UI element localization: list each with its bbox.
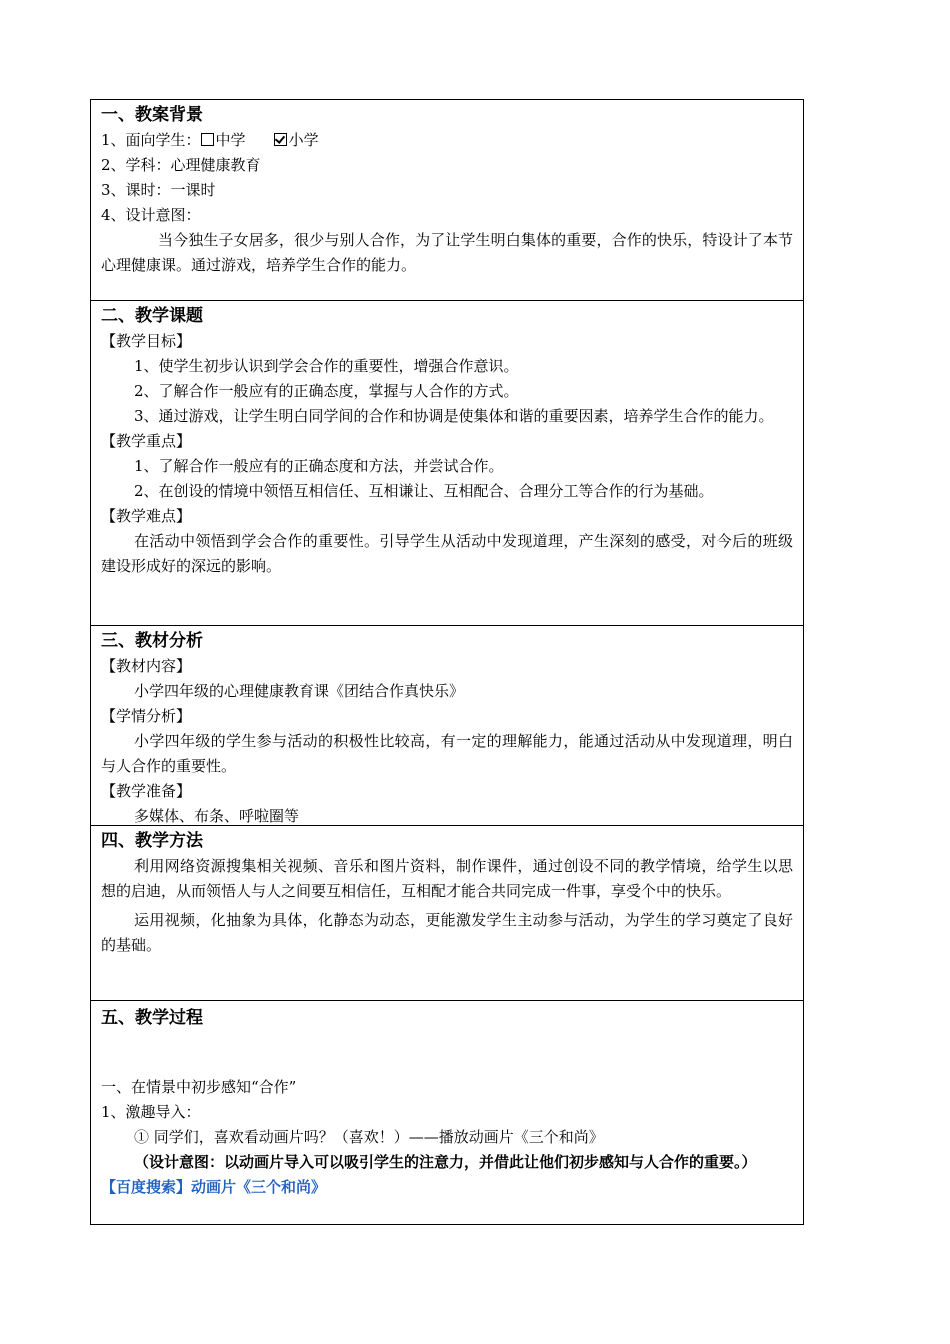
section-title: 三、教材分析	[101, 631, 203, 651]
option-primary-school: 小学	[288, 131, 319, 149]
section-teaching-process	[90, 1000, 804, 1225]
lesson-plan-table	[90, 99, 804, 1225]
method-paragraph: 利用网络资源搜集相关视频、音乐和图片资料，制作课件，通过创设不同的教学情境，给学生以思想的启迪，从而领悟人与人之间要互相信任，互相配才能合共同完成一件事，享受个中的快乐。	[101, 857, 793, 900]
sub-step-heading: 1、激趣导入：	[101, 1103, 201, 1121]
preparation-text: 多媒体、布条、呼啦圈等	[134, 807, 300, 825]
option-middle-school: 中学	[215, 131, 246, 149]
baidu-search-link[interactable]: 【百度搜索】动画片《三个和尚》	[101, 1178, 327, 1196]
question-line: ① 同学们，喜欢看动画片吗？（喜欢！）——播放动画片《三个和尚》	[134, 1128, 604, 1146]
target-students-line	[101, 128, 793, 153]
step-heading: 一、在情景中初步感知“合作”	[101, 1078, 297, 1096]
method-paragraph: 运用视频，化抽象为具体，化静态为动态，更能激发学生主动参与活动，为学生的学习奠定了良好的基础。	[101, 911, 793, 954]
design-intent-note: （设计意图：以动画片导入可以吸引学生的注意力，并借此让他们初步感知与人合作的重要。）	[134, 1153, 757, 1171]
learner-text: 小学四年级的学生参与活动的积极性比较高，有一定的理解能力，能通过活动从中发现道理，明白与人合作的重要性。	[101, 732, 793, 775]
difficulty-text: 在活动中领悟到学会合作的重要性。引导学生从活动中发现道理，产生深刻的感受，对今后的班级建设形成好的深远的影响。	[101, 532, 793, 575]
difficulty-heading: 【教学难点】	[101, 507, 192, 525]
section-title: 五、教学过程	[101, 1008, 203, 1028]
subject-line: 2、学科：心理健康教育	[101, 156, 261, 174]
goal-item: 2、了解合作一般应有的正确态度，掌握与人合作的方式。	[134, 382, 519, 400]
section-background	[90, 99, 804, 300]
key-points-heading: 【教学重点】	[101, 432, 192, 450]
section-title: 四、教学方法	[101, 831, 203, 851]
section-title: 二、教学课题	[101, 306, 203, 326]
period-line: 3、课时：一课时	[101, 181, 216, 199]
section-topic	[90, 300, 804, 625]
design-intent-text: 当今独生子女居多，很少与别人合作，为了让学生明白集体的重要，合作的快乐，特设计了本节心理健康课。通过游戏，培养学生合作的能力。	[101, 231, 793, 274]
goal-item: 1、使学生初步认识到学会合作的重要性，增强合作意识。	[134, 357, 519, 375]
preparation-heading: 【教学准备】	[101, 782, 192, 800]
goal-heading: 【教学目标】	[101, 332, 192, 350]
key-point-item: 2、在创设的情境中领悟互相信任、互相谦让、互相配合、合理分工等合作的行为基础。	[134, 482, 714, 500]
learner-heading: 【学情分析】	[101, 707, 192, 725]
key-point-item: 1、了解合作一般应有的正确态度和方法，并尝试合作。	[134, 457, 504, 475]
target-students-label: 1、面向学生：	[101, 131, 201, 149]
section-teaching-method	[90, 825, 804, 1000]
checkbox-middle-school[interactable]	[201, 133, 214, 146]
content-heading: 【教材内容】	[101, 657, 192, 675]
section-material-analysis	[90, 625, 804, 825]
design-intent-label: 4、设计意图：	[101, 206, 201, 224]
content-text: 小学四年级的心理健康教育课《团结合作真快乐》	[134, 682, 465, 700]
goal-item: 3、通过游戏，让学生明白同学间的合作和协调是使集体和谐的重要因素，培养学生合作的能力。	[134, 407, 774, 425]
section-title: 一、教案背景	[101, 105, 203, 125]
checkbox-primary-school[interactable]	[274, 133, 287, 146]
